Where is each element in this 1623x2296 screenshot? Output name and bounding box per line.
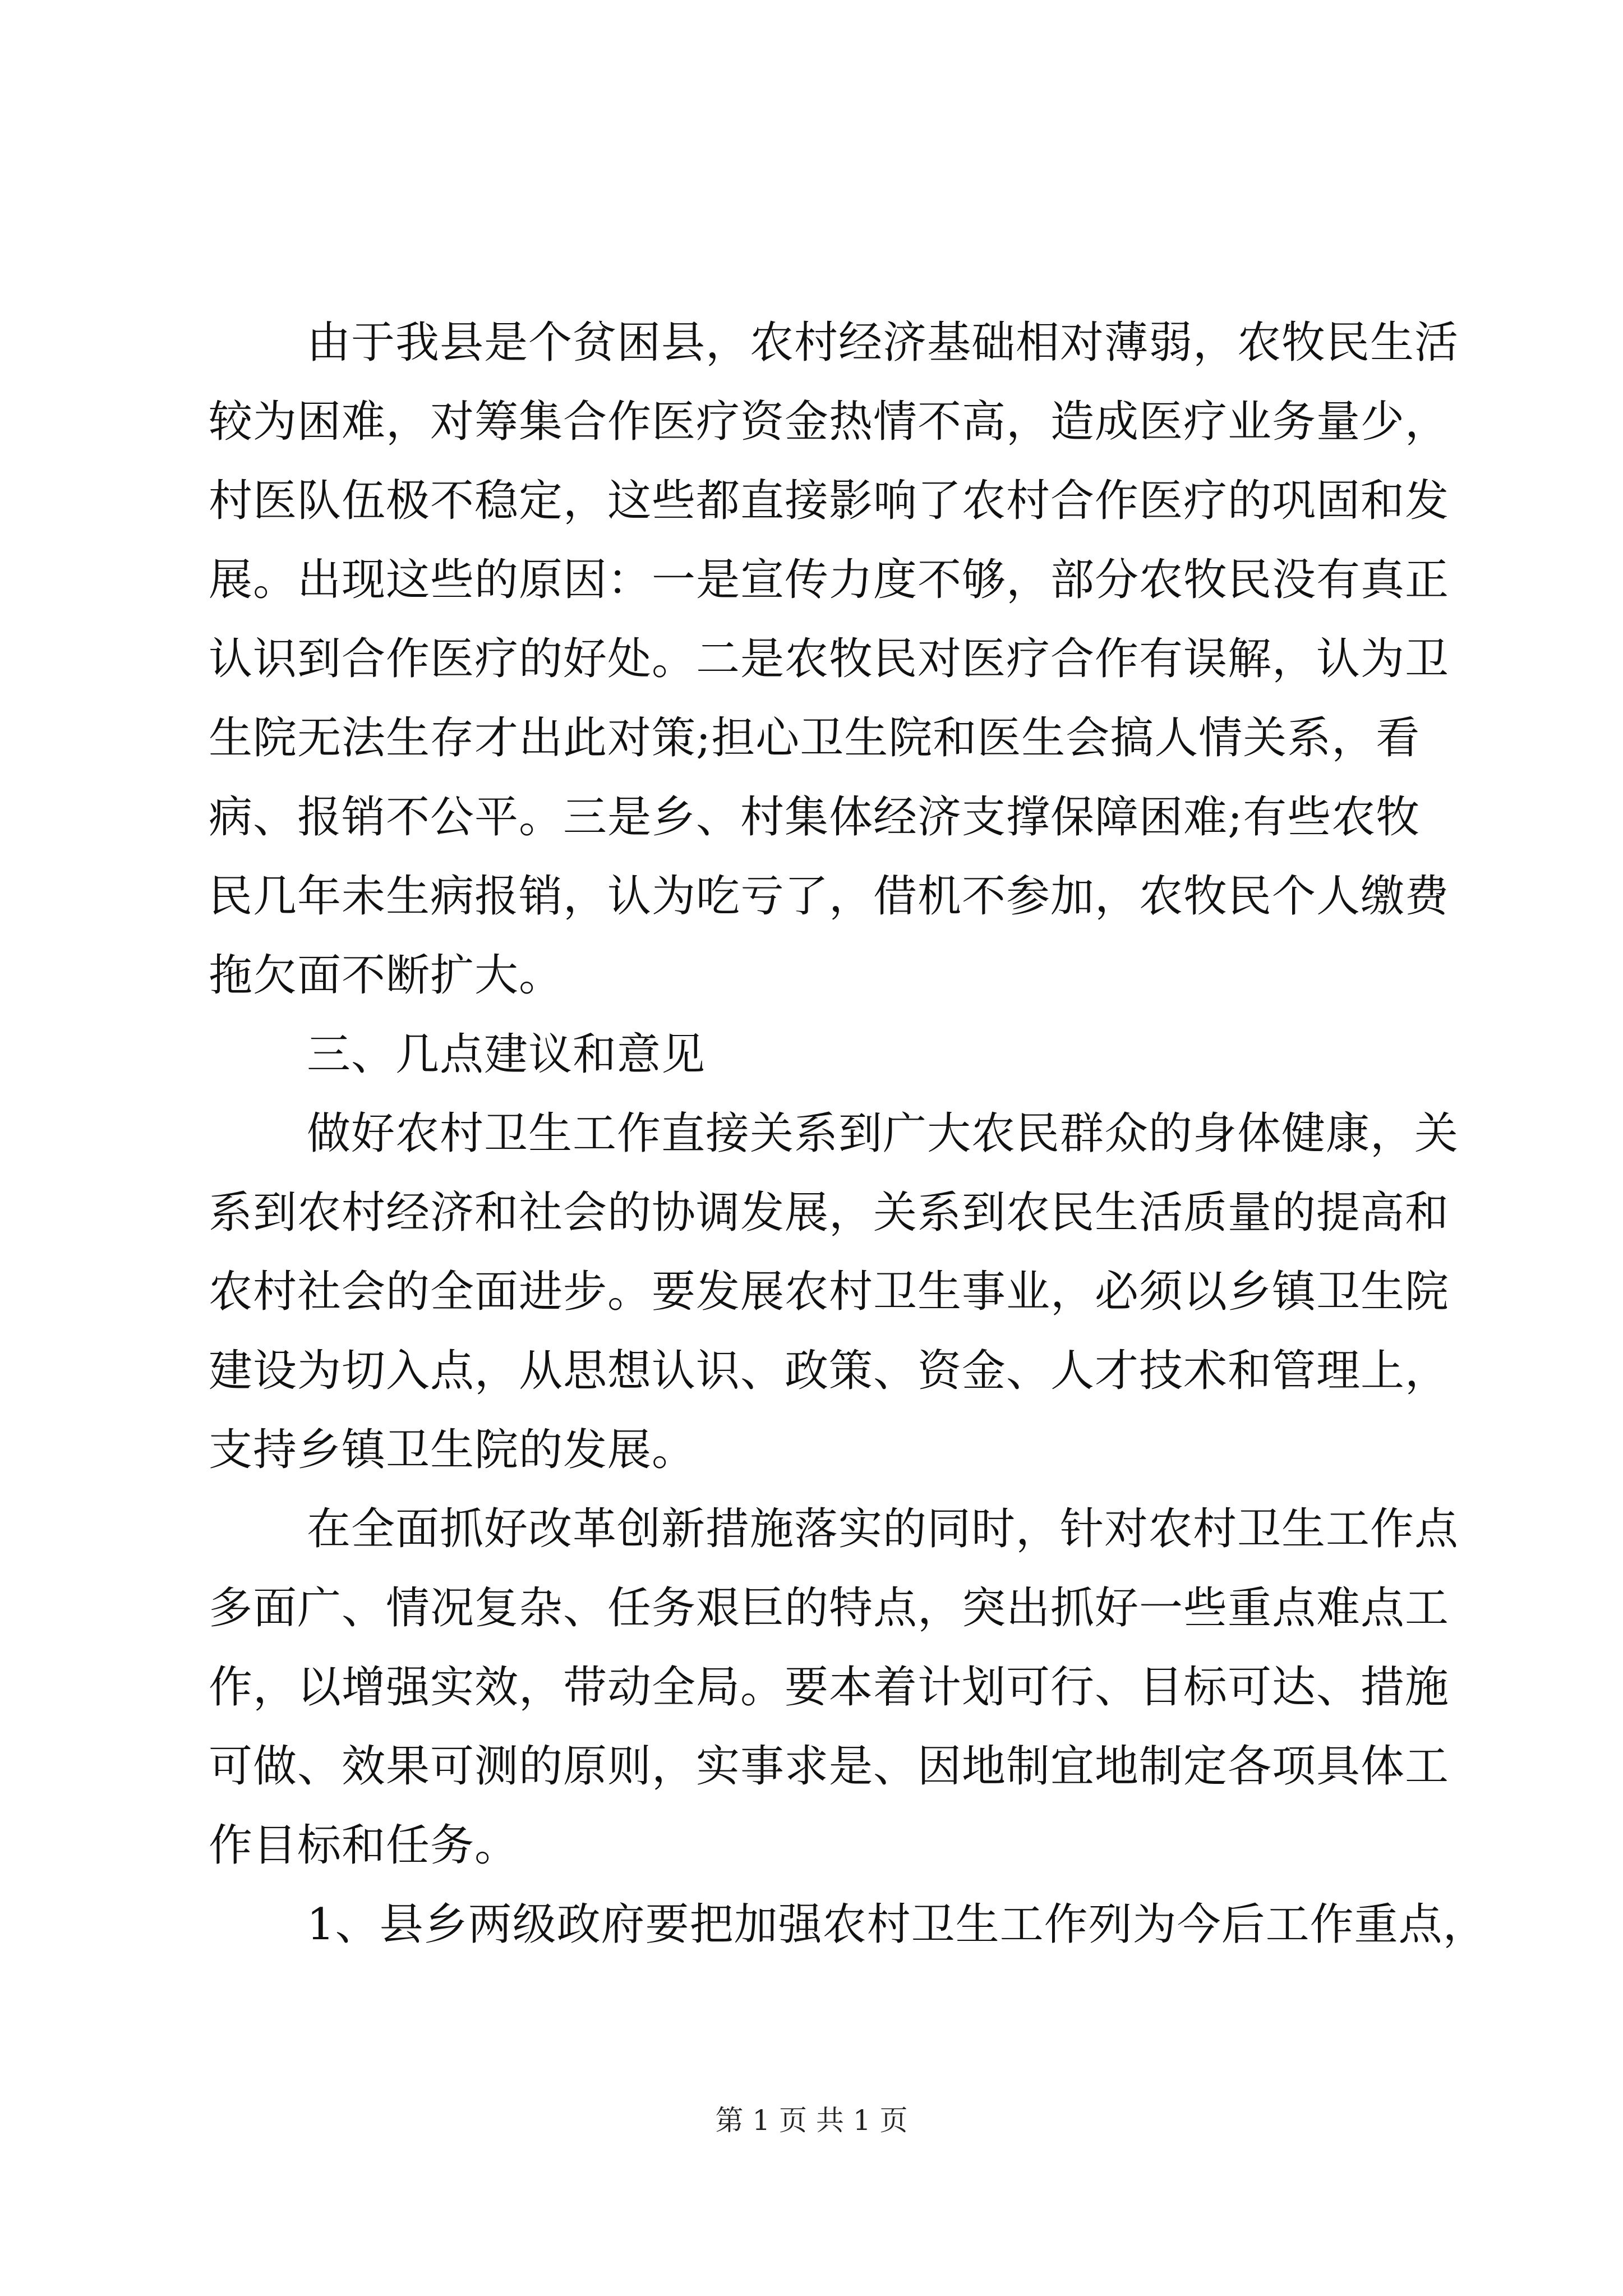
text-line: 可做、效果可测的原则，实事求是、因地制宜地制定各项具体工	[209, 1741, 1450, 1792]
text-line: 认识到合作医疗的好处。二是农牧民对医疗合作有误解，认为卫	[209, 634, 1450, 684]
text-line: 生院无法生存才出此对策;担心卫生院和医生会搞人情关系，看	[209, 713, 1421, 763]
text-line: 做好农村卫生工作直接关系到广大农民群众的身体健康，关	[307, 1108, 1459, 1159]
text-line: 由于我县是个贫困县，农村经济基础相对薄弱，农牧民生活	[307, 318, 1459, 368]
page-footer: 第 1 页 共 1 页	[715, 2104, 908, 2137]
text-line: 作，以增强实效，带动全局。要本着计划可行、目标可达、措施	[209, 1662, 1450, 1713]
text-line: 多面广、情况复杂、任务艰巨的特点，突出抓好一些重点难点工	[209, 1583, 1450, 1634]
text-line: 作目标和任务。	[209, 1820, 519, 1871]
text-line: 展。出现这些的原因：一是宣传力度不够，部分农牧民没有真正	[209, 555, 1450, 605]
text-line: 系到农村经济和社会的协调发展，关系到农民生活质量的提高和	[209, 1188, 1450, 1238]
text-line: 较为困难，对筹集合作医疗资金热情不高，造成医疗业务量少，	[209, 397, 1450, 447]
text-line: 民几年未生病报销，认为吃亏了，借机不参加，农牧民个人缴费	[209, 871, 1450, 922]
text-line: 拖欠面不断扩大。	[209, 950, 564, 1001]
section-heading: 三、几点建议和意见	[307, 1029, 706, 1080]
text-line: 1、县乡两级政府要把加强农村卫生工作列为今后工作重点，	[307, 1899, 1487, 1950]
text-line: 病、报销不公平。三是乡、村集体经济支撑保障困难;有些农牧	[209, 792, 1421, 843]
text-line: 在全面抓好改革创新措施落实的同时，针对农村卫生工作点	[307, 1504, 1459, 1554]
text-line: 农村社会的全面进步。要发展农村卫生事业，必须以乡镇卫生院	[209, 1267, 1450, 1317]
text-line: 支持乡镇卫生院的发展。	[209, 1425, 697, 1475]
text-line: 建设为切入点，从思想认识、政策、资金、人才技术和管理上，	[209, 1346, 1450, 1396]
text-line: 村医队伍极不稳定，这些都直接影响了农村合作医疗的巩固和发	[209, 476, 1450, 526]
